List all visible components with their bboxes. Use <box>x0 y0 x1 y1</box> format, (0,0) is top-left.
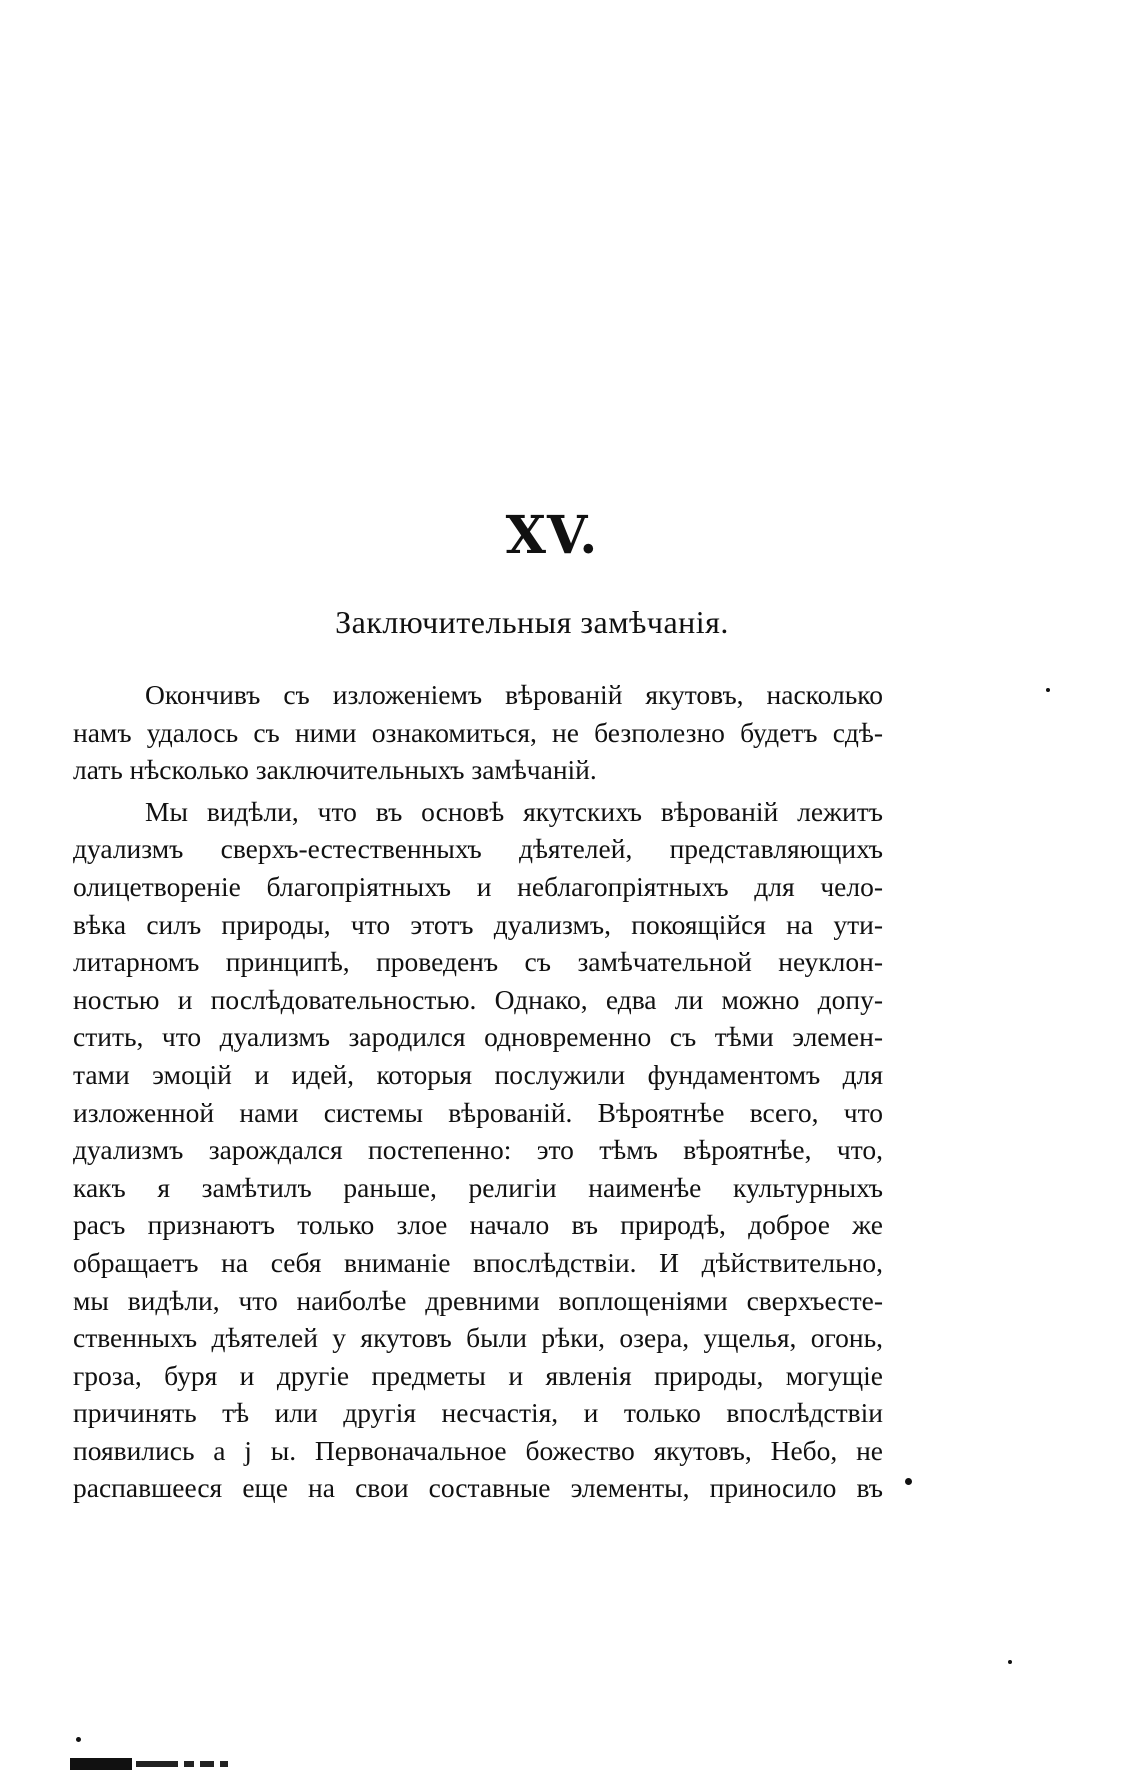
text-line: ностью и послѣдовательностью. Однако, едва ли можно допу- <box>73 983 883 1015</box>
text-line: дуализмъ зарождался постепенно: это тѣмъ вѣроятнѣе, что, <box>73 1134 883 1166</box>
body-text <box>73 676 883 1507</box>
text-line: литарномъ принципѣ, проведенъ съ замѣчательной неуклон- <box>73 946 883 978</box>
text-line: обращаетъ на себя вниманіе впослѣдствіи. И дѣйствительно, <box>73 1246 883 1278</box>
text-line: дуализмъ сверхъ-естественныхъ дѣятелей, представляющихъ <box>73 833 883 865</box>
text-line: тами эмоцій и идей, которыя послужили фундаментомъ для <box>73 1058 883 1090</box>
text-line: ственныхъ дѣятелей у якутовъ были рѣки, озера, ущелья, огонь, <box>73 1322 883 1354</box>
artifact-dash <box>220 1761 228 1767</box>
artifact-dash <box>184 1761 194 1767</box>
paragraph-1 <box>73 676 883 789</box>
text-line: появились а j ы. Первоначальное божество якутовъ, Небо, не <box>73 1434 883 1466</box>
artifact-dash <box>200 1761 214 1767</box>
chapter-number: XV. <box>505 505 599 566</box>
text-line: лать нѣсколько заключительныхъ замѣчаній. <box>73 754 597 786</box>
chapter-title: Заключительныя замѣчанія. <box>335 604 729 640</box>
text-line: Мы видѣли, что въ основѣ якутскихъ вѣрованій лежитъ <box>145 795 883 827</box>
text-line: изложенной нами системы вѣрованій. Вѣроятнѣе всего, что <box>73 1096 883 1128</box>
text-line: намъ удалось съ ними ознакомиться, не безполезно будетъ сдѣ- <box>73 716 883 748</box>
paragraph-2 <box>73 793 883 1507</box>
text-line: распавшееся еще на свои составные элементы, приносило въ <box>73 1472 883 1504</box>
scan-artifact-bar <box>70 1758 250 1770</box>
text-line: олицетвореніе благопріятныхъ и неблагопріятныхъ для чело- <box>73 870 883 902</box>
artifact-solid <box>70 1758 132 1770</box>
scan-speck <box>1046 688 1050 692</box>
scan-speck <box>905 1478 912 1485</box>
text-line: причинять тѣ или другія несчастія, и только впослѣдствіи <box>73 1397 883 1429</box>
scan-speck <box>1008 1660 1012 1664</box>
text-line: вѣка силъ природы, что этотъ дуализмъ, покоящійся на ути- <box>73 908 883 940</box>
text-line: какъ я замѣтилъ раньше, религіи наименѣе культурныхъ <box>73 1171 883 1203</box>
text-line: расъ признаютъ только злое начало въ природѣ, доброе же <box>73 1209 883 1241</box>
text-line: гроза, буря и другіе предметы и явленія природы, могущіе <box>73 1359 883 1391</box>
scan-speck <box>76 1737 81 1742</box>
artifact-dash <box>136 1761 178 1767</box>
text-line: стить, что дуализмъ зародился одновременно съ тѣми элемен- <box>73 1021 883 1053</box>
text-line: Окончивъ съ изложеніемъ вѣрованій якутовъ, насколько <box>145 679 883 710</box>
text-line: мы видѣли, что наиболѣе древними воплощеніями сверхъесте- <box>73 1284 883 1316</box>
